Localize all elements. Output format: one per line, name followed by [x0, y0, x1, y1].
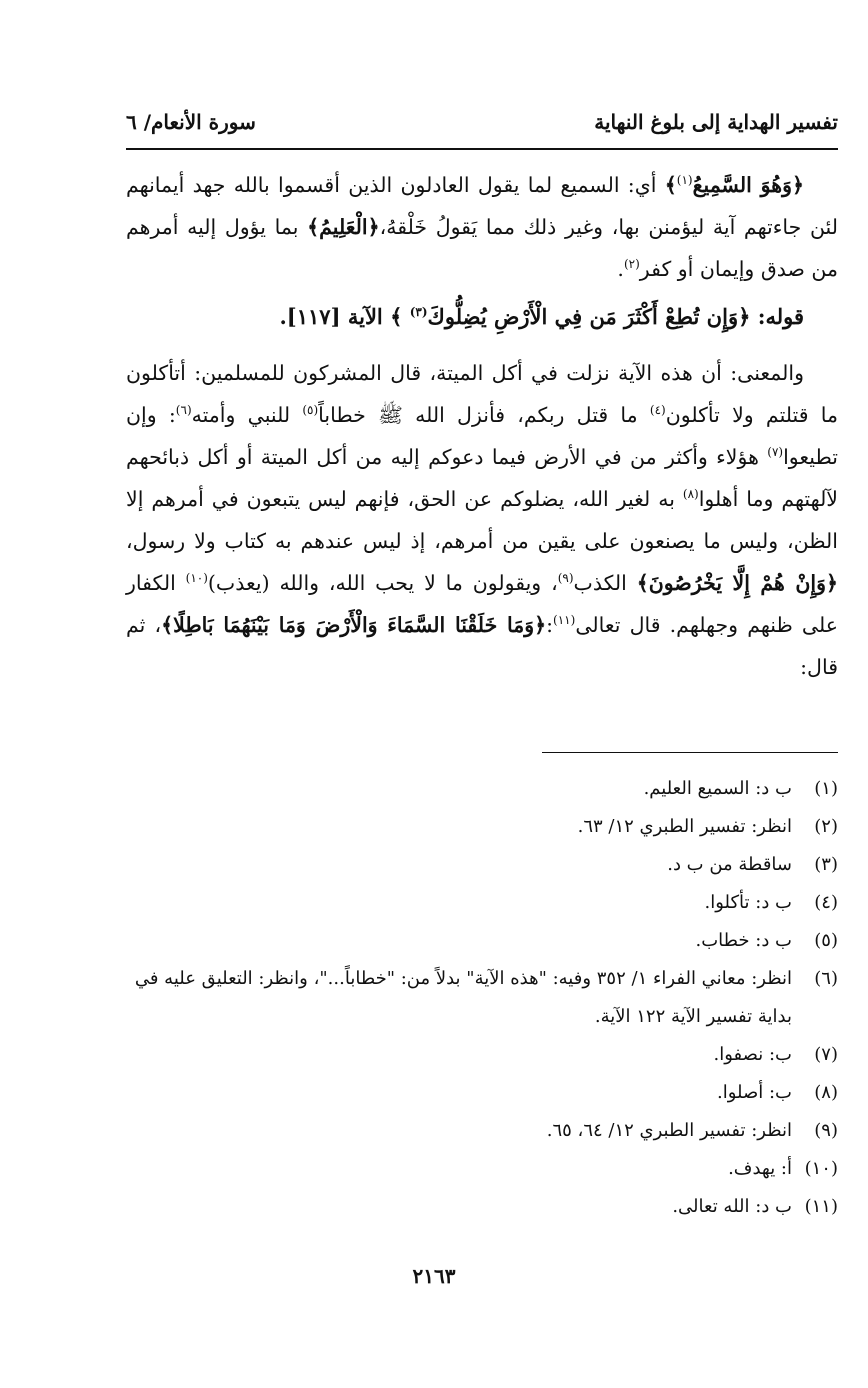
footnote-item: [126, 1150, 838, 1188]
footnote-text: ب د: الله تعالى.: [672, 1196, 792, 1217]
footnote-item: [126, 846, 838, 884]
quran-verse: ﴿وَهُوَ السَّمِيعُ: [692, 173, 804, 197]
text-segment: أي: السميع لما يقول العادلون الذين أقسموا بالله جهد أيمانهم لئن جاءتهم آية ليؤمنن بها، وغير ذلك مما يَقولُ خَلْقهُ،: [126, 173, 838, 239]
text-segment: الكفار على ظنهم وجهلهم. قال تعالى: [126, 571, 839, 637]
quran-verse: ﴿الْعَلِيمُ﴾: [307, 215, 380, 239]
footnote-text: ب د: خطاب.: [695, 930, 792, 951]
footnote-number: (٨): [814, 1082, 838, 1103]
footnote-text: انظر: تفسير الطبري ١٢/ ٦٣.: [577, 816, 792, 837]
footnote-number: (١١): [804, 1196, 838, 1217]
text-segment: ، ويقولون ما لا يحب الله، والله (يعذب): [207, 571, 558, 595]
footnote-ref[interactable]: (٨): [682, 487, 699, 502]
footnote-item: [126, 1188, 838, 1226]
verse-heading: [126, 296, 838, 338]
quran-verse: ﴿وَإِنْ هُمْ إِلَّا يَخْرُصُونَ﴾: [636, 571, 839, 595]
text-segment: بما يؤول إليه أمرهم من صدق وإيمان أو كفر: [126, 215, 838, 281]
footnote-ref[interactable]: (٢): [623, 257, 640, 272]
footnote-text: ب د: السميع العليم.: [643, 778, 792, 799]
footnote-ref[interactable]: (١): [676, 173, 693, 188]
footnote-number: (١): [814, 778, 838, 799]
footnote-number: (٣): [814, 854, 838, 875]
text-segment: والمعنى: أن هذه الآية نزلت في أكل الميتة، قال المشركون للمسلمين: أتأكلون ما قتلتم ولا تأكلون: [126, 361, 838, 427]
text-segment: قوله:: [750, 304, 804, 329]
footnote-item: [126, 770, 838, 808]
footnote-item: [126, 922, 838, 960]
footnotes-list: [126, 770, 838, 1226]
quran-bracket: ﴾: [390, 304, 410, 329]
footnote-item: [126, 1036, 838, 1074]
page-number: ٢١٦٣: [412, 1264, 456, 1288]
footnote-text: ب: أصلوا.: [717, 1082, 792, 1103]
quran-bracket: ﴾: [664, 173, 677, 197]
footnote-item: [126, 960, 838, 1036]
footnote-text: ساقطة من ب د.: [667, 854, 792, 875]
footnote-text: انظر: تفسير الطبري ١٢/ ٦٤، ٦٥.: [546, 1120, 792, 1141]
surah-title: سورة الأنعام/ ٦: [126, 110, 256, 134]
footnote-ref[interactable]: (٩): [557, 571, 574, 586]
footnote-ref[interactable]: (٤): [649, 403, 666, 418]
footnote-divider: [542, 752, 838, 753]
footnote-number: (٤): [814, 892, 838, 913]
text-segment: به لغير الله، يضلوكم عن الحق، فإنهم ليس يتبعون في أمرهم إلا الظن، وليس ما يصنعون على يقين من أمرهم، إذ ليس عندهم به كتاب ولا رسول،: [126, 487, 838, 553]
text-segment: ، ثم قال:: [126, 613, 838, 679]
paragraph-1: [126, 164, 838, 290]
footnote-number: (١٠): [804, 1158, 838, 1179]
text-segment: : وإن تطيعوا: [126, 403, 838, 469]
footnote-ref[interactable]: (٥): [302, 403, 319, 418]
paragraph-2: [126, 352, 838, 688]
header-divider: [126, 148, 838, 150]
footnote-item: [126, 808, 838, 846]
footnote-number: (٢): [814, 816, 838, 837]
footnote-ref[interactable]: (٣): [409, 305, 428, 319]
text-segment: هؤلاء وأكثر من في الأرض فيما دعوكم إليه من أكل الميتة أو أكل ذبائحهم لآلهتهم وما أهلوا: [126, 445, 839, 511]
text-segment: ما قتل ربكم، فأنزل الله ﷺ خطاباً: [318, 403, 650, 427]
quran-verse: ﴿وَإِن تُطِعْ أَكْثَرَ مَن فِي الْأَرْضِ يُضِلُّوكَ: [427, 304, 751, 329]
footnote-number: (٧): [814, 1044, 838, 1065]
footnote-text: أ: يهدف.: [728, 1158, 792, 1179]
text-segment: الكذب: [573, 571, 637, 595]
quran-verse: ﴿وَمَا خَلَقْنَا السَّمَاءَ وَالْأَرْضَ وَمَا بَيْنَهُمَا بَاطِلًا﴾: [161, 613, 547, 637]
footnote-ref[interactable]: (٧): [767, 445, 784, 460]
text-segment: .: [617, 257, 624, 281]
footnote-ref[interactable]: (١٠): [185, 571, 208, 586]
running-header: [126, 106, 838, 146]
footnote-number: (٩): [814, 1120, 838, 1141]
text-segment: :: [546, 613, 554, 637]
footnote-number: (٥): [814, 930, 838, 951]
book-title: تفسير الهداية إلى بلوغ النهاية: [594, 110, 838, 134]
text-segment: للنبي وأمته: [191, 403, 303, 427]
footnote-item: [126, 1112, 838, 1150]
footnote-number: (٦): [814, 968, 838, 989]
text-segment: الآية [١١٧].: [279, 304, 391, 329]
footnote-text: ب: نصفوا.: [713, 1044, 792, 1065]
footnote-item: [126, 884, 838, 922]
footnote-ref[interactable]: (٦): [175, 403, 192, 418]
footnote-item: [126, 1074, 838, 1112]
footnote-ref[interactable]: (١١): [553, 613, 576, 628]
footnote-text: ب د: تأكلوا.: [704, 892, 792, 913]
main-text: [126, 164, 838, 688]
footnote-text: انظر: معاني الفراء ١/ ٣٥٢ وفيه: "هذه الآية" بدلاً من: "خطاباً..."، وانظر: التعليق عليه في بداية تفسير الآية ١٢٢ الآية.: [134, 968, 792, 1027]
